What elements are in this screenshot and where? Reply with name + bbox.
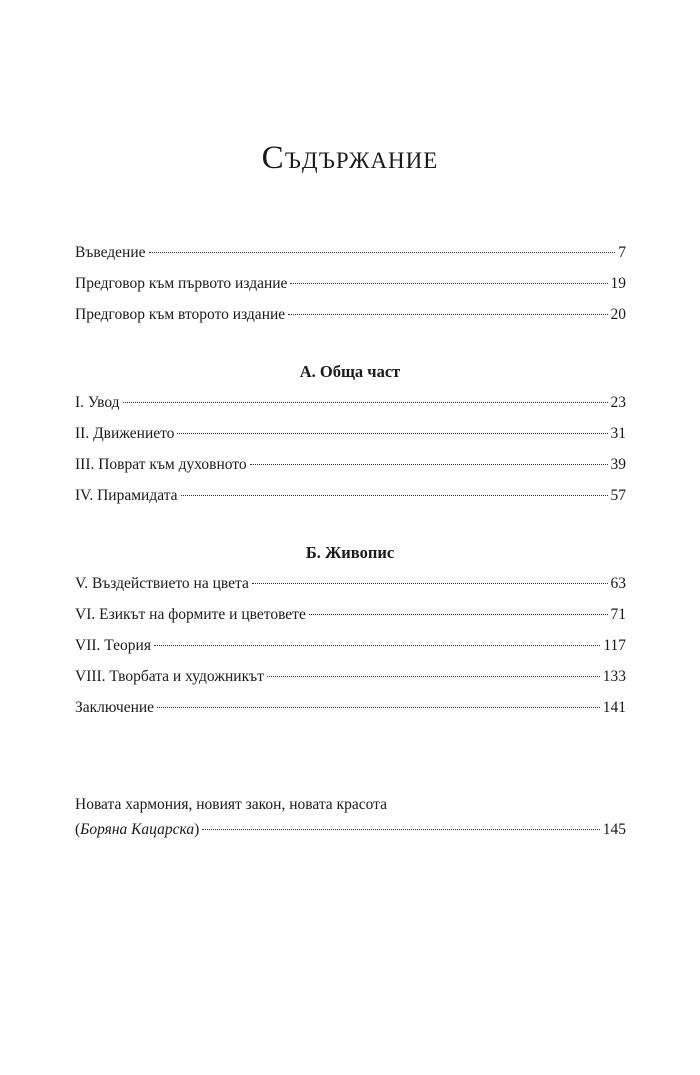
toc-entry-label: Въведение xyxy=(75,244,146,261)
toc-entry-page: 57 xyxy=(610,487,626,504)
afterword-author: Боряна Кацарска xyxy=(80,821,195,838)
section-heading: А. Обща част xyxy=(299,362,401,381)
toc-entry[interactable] xyxy=(75,667,626,687)
toc-entry-page: 71 xyxy=(610,606,626,623)
toc-entry-label: IV. Пирамидата xyxy=(75,487,178,504)
toc-entry[interactable] xyxy=(75,455,626,475)
toc-entry-page: 20 xyxy=(610,306,626,323)
toc-entry-page: 19 xyxy=(610,275,626,292)
dot-leader xyxy=(154,645,600,646)
dot-leader xyxy=(288,314,607,315)
toc-entry[interactable] xyxy=(75,636,626,656)
dot-leader xyxy=(202,829,599,830)
dot-leader xyxy=(123,402,608,403)
dot-leader xyxy=(290,283,607,284)
toc-entry-page: 7 xyxy=(618,244,626,261)
toc-entry-label: Заключение xyxy=(75,699,155,716)
dot-leader xyxy=(149,252,616,253)
toc-entry-page: 133 xyxy=(602,668,626,685)
toc-entry-label: I. Увод xyxy=(75,394,120,411)
dot-leader xyxy=(157,707,600,708)
dot-leader xyxy=(181,495,608,496)
open-paren: ( xyxy=(75,821,81,838)
dot-leader xyxy=(250,464,608,465)
toc-entry[interactable] xyxy=(75,486,626,506)
toc-entry-page: 117 xyxy=(603,637,626,654)
toc-entry-label: VIII. Творбата и художникът xyxy=(75,668,264,685)
page-title: Съдържание xyxy=(261,140,439,176)
toc-entry-label: VI. Езикът на формите и цветовете xyxy=(75,606,306,623)
toc-entry-label: VII. Теория xyxy=(75,637,151,654)
section-heading: Б. Живопис xyxy=(305,543,395,562)
toc-entry-label: II. Движението xyxy=(75,425,175,442)
toc-entry-label: V. Въздействието на цвета xyxy=(75,575,249,592)
toc-entry-label xyxy=(75,820,199,840)
toc-entry-page: 141 xyxy=(602,699,626,716)
toc-entry-label: Предговор към второто издание xyxy=(75,306,286,323)
dot-leader xyxy=(267,676,600,677)
dot-leader xyxy=(177,433,607,434)
toc-entry[interactable] xyxy=(75,305,626,325)
toc-entry[interactable] xyxy=(75,698,626,718)
toc-entry-label: III. Поврат към духовното xyxy=(75,456,247,473)
toc-entry-afterword[interactable] xyxy=(75,820,626,840)
toc-entry[interactable] xyxy=(75,574,626,594)
toc-entry[interactable] xyxy=(75,393,626,413)
dot-leader xyxy=(252,583,608,584)
toc-entry[interactable] xyxy=(75,274,626,294)
dot-leader xyxy=(309,614,608,615)
afterword-title-line: Новата хармония, новият закон, новата красота xyxy=(75,796,387,813)
toc-entry-page: 63 xyxy=(610,575,626,592)
toc-entry-page: 39 xyxy=(610,456,626,473)
toc-entry-page: 23 xyxy=(610,394,626,411)
toc-entry[interactable] xyxy=(75,424,626,444)
toc-entry-page: 31 xyxy=(610,425,626,442)
close-paren: ) xyxy=(194,821,200,838)
toc-entry[interactable] xyxy=(75,605,626,625)
toc-entry-label: Предговор към първото издание xyxy=(75,275,288,292)
toc-entry-page: 145 xyxy=(602,821,626,838)
toc-entry[interactable] xyxy=(75,243,626,263)
